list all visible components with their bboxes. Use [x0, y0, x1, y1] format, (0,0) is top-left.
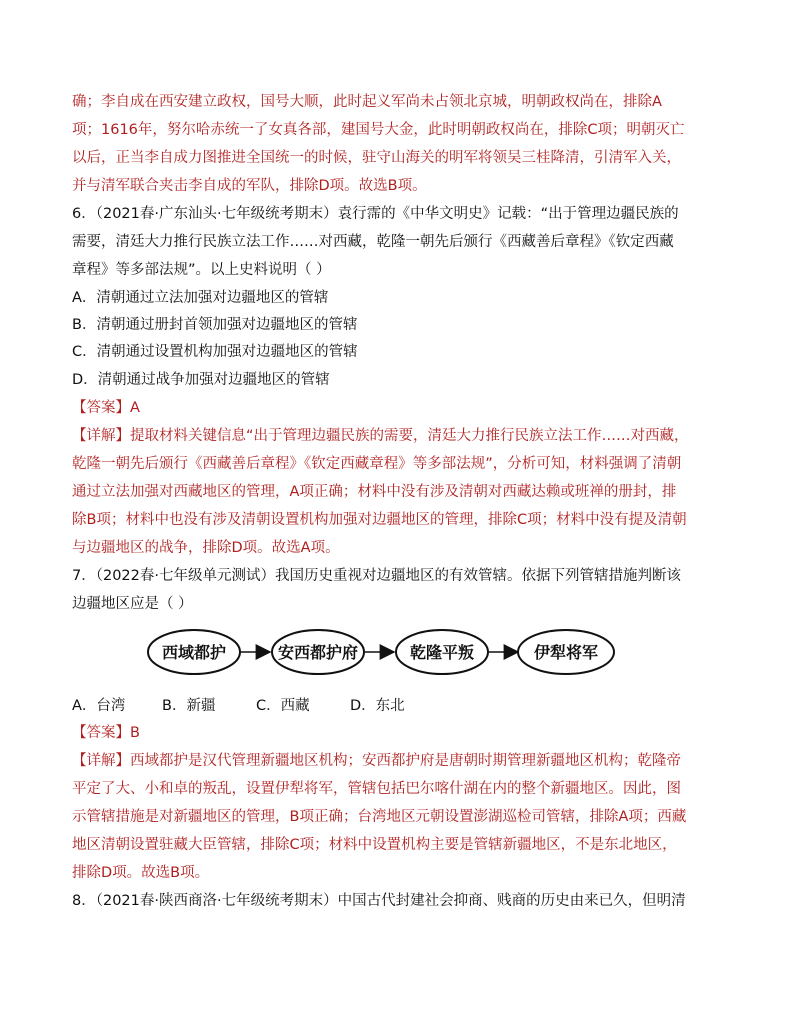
q8-stem-line: 8．（2021春·陕西商洛·七年级统考期末）中国古代封建社会抑商、贱商的历史由来已久，但明清 [72, 893, 686, 909]
q7-detail-line: 平定了大、小和卓的叛乱，设置伊犁将军，管辖包括巴尔喀什湖在内的整个新疆地区。因此，图 [72, 781, 681, 797]
q7-option-b: B．新疆 [162, 698, 216, 714]
flow-node-2 [272, 630, 364, 674]
q7-stem-line: 7．（2022春·七年级单元测试）我国历史重视对边疆地区的有效管辖。依据下列管辖措施判断该 [72, 568, 681, 584]
q7-option-d: D．东北 [350, 698, 405, 714]
flow-node-1-label: 西域都护 [161, 643, 227, 662]
flow-node-4 [518, 630, 614, 674]
q7-detail-line: 示管辖措施是对新疆地区的管理，B项正确；台湾地区元朝设置澎湖巡检司管辖，排除A项；西藏 [72, 809, 687, 825]
flow-node-4-label: 伊犁将军 [533, 643, 599, 662]
prev-explanation-line: 以后，正当李自成力图推进全国统一的时候，驻守山海关的明军将领吴三桂降清，引清军入关， [72, 150, 681, 166]
q7-stem-line: 边疆地区应是（ ） [72, 596, 193, 612]
q7-option-c: C．西藏 [256, 698, 310, 714]
q7-flow-diagram [144, 620, 620, 684]
q6-stem-line: 需要，清廷大力推行民族立法工作……对西藏，乾隆一朝先后颁行《西藏善后章程》《钦定西藏 [72, 234, 674, 250]
prev-explanation-line: 确；李自成在西安建立政权，国号大顺，此时起义军尚未占领北京城，明朝政权尚在，排除A [72, 94, 662, 110]
prev-explanation-line: 项；1616年，努尔哈赤统一了女真各部，建国号大金，此时明朝政权尚在，排除C项；明朝灭亡 [72, 122, 685, 138]
q7-option-a: A．台湾 [72, 698, 126, 714]
q6-stem-line: 6．（2021春·广东汕头·七年级统考期末）袁行霈的《中华文明史》记载：“出于管理边疆民族的 [72, 206, 679, 222]
q6-detail-line: 通过立法加强对西藏地区的管理，A项正确；材料中没有涉及清朝对西藏达赖或班禅的册封，排 [72, 484, 677, 500]
q6-stem-line: 章程》等多部法规”。以上史料说明（ ） [72, 262, 331, 278]
q6-option-a: A．清朝通过立法加强对边疆地区的管辖 [72, 290, 329, 306]
q6-answer: 【答案】A [72, 400, 140, 416]
q6-option-c: C．清朝通过设置机构加强对边疆地区的管辖 [72, 344, 358, 360]
q7-options [72, 696, 405, 716]
q7-detail-line: 地区清朝设置驻藏大臣管辖，排除C项；材料中设置机构主要是管辖新疆地区，不是东北地区， [72, 837, 677, 853]
q7-detail-line: 【详解】西域都护是汉代管理新疆地区机构；安西都护府是唐朝时期管理新疆地区机构；乾隆帝 [72, 753, 681, 769]
q7-detail-line: 排除D项。故选B项。 [72, 865, 210, 881]
q7-answer: 【答案】B [72, 725, 140, 741]
q6-detail-line: 除B项；材料中也没有涉及清朝设置机构加强对边疆地区的管理，排除C项；材料中没有提及清朝 [72, 512, 687, 528]
q6-detail-line: 乾隆一朝先后颁行《西藏善后章程》《钦定西藏章程》等多部法规”，分析可知，材料强调了清朝 [72, 456, 682, 472]
prev-explanation-line: 并与清军联合夹击李自成的军队，排除D项。故选B项。 [72, 178, 427, 194]
flow-node-3 [396, 630, 488, 674]
flow-node-2-label: 安西都护府 [277, 643, 359, 662]
flow-node-3-label: 乾隆平叛 [409, 643, 475, 662]
q6-detail-line: 与边疆地区的战争，排除D项。故选A项。 [72, 540, 340, 556]
q6-option-d: D．清朝通过战争加强对边疆地区的管辖 [72, 372, 330, 388]
q6-detail-line: 【详解】提取材料关键信息“出于管理边疆民族的需要，清廷大力推行民族立法工作……对西藏， [72, 428, 689, 444]
q6-option-b: B．清朝通过册封首领加强对边疆地区的管辖 [72, 317, 358, 333]
flow-node-1 [148, 630, 240, 674]
